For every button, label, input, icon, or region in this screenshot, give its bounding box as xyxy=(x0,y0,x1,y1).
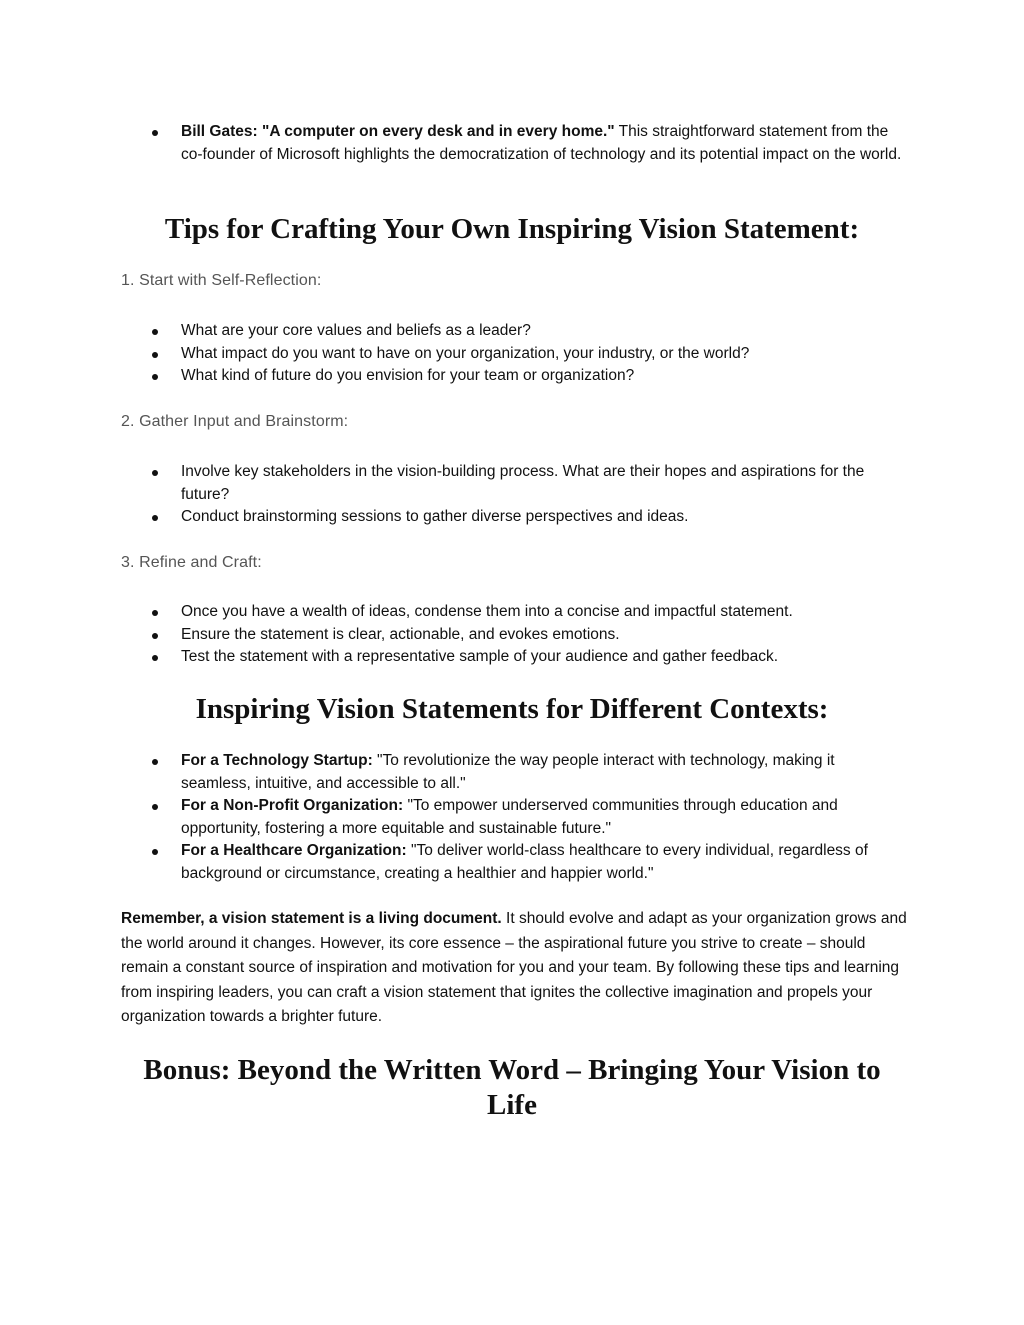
list-item-text: What impact do you want to have on your organization, your industry, or the world? xyxy=(181,344,750,362)
list-item-text: Conduct brainstorming sessions to gather diverse perspectives and ideas. xyxy=(181,508,689,526)
step-3-list xyxy=(148,601,908,669)
bullet-icon xyxy=(152,352,158,358)
bullet-icon xyxy=(152,515,158,521)
bullet-icon xyxy=(152,374,158,380)
context-statement: "To empower underserved communities through education and opportunity, fostering a more equitable and sustainable future." xyxy=(181,797,838,837)
list-item xyxy=(148,461,908,506)
bullet-icon xyxy=(152,759,158,765)
bullet-icon xyxy=(152,804,158,810)
bullet-icon xyxy=(152,130,158,136)
context-label: For a Non-Profit Organization: xyxy=(181,797,404,815)
list-item-text: Test the statement with a representative sample of your audience and gather feedback. xyxy=(181,648,779,666)
tips-heading: Tips for Crafting Your Own Inspiring Vision Statement: xyxy=(164,213,860,245)
bullet-icon xyxy=(152,470,158,476)
list-item xyxy=(148,365,908,388)
list-item xyxy=(148,343,908,366)
bullet-icon xyxy=(152,655,158,661)
step-3-heading: 3. Refine and Craft: xyxy=(121,554,262,571)
remember-body: It should evolve and adapt as your organization grows and the world around it changes. However, its core essence – the aspirational future you strive to create – should remain a constant source of inspiration and motivation for you and your team. By following these tips and learning from inspiring leaders, you can craft a vision statement that ignites the collective imagination and propels your organization towards a brighter future. xyxy=(121,910,907,1025)
context-statement: "To deliver world-class healthcare to every individual, regardless of background or circumstance, creating a healthier and happier world." xyxy=(181,842,868,882)
quote-attribution: Bill Gates: "A computer on every desk and in every home." xyxy=(181,123,615,140)
list-item xyxy=(148,601,908,624)
context-label: For a Healthcare Organization: xyxy=(181,842,407,860)
context-label: For a Technology Startup: xyxy=(181,752,373,769)
list-item xyxy=(148,840,908,885)
list-item xyxy=(148,795,908,840)
list-item-text: What are your core values and beliefs as a leader? xyxy=(181,322,531,339)
bullet-icon xyxy=(152,849,158,855)
contexts-list xyxy=(148,750,908,886)
step-2-heading: 2. Gather Input and Brainstorm: xyxy=(121,413,349,430)
remember-bold-lead: Remember, a vision statement is a living document. xyxy=(121,910,502,927)
quote-description: This straightforward statement from the co-founder of Microsoft highlights the democratization of technology and its potential impact on the world. xyxy=(181,123,902,163)
bullet-icon xyxy=(152,633,158,639)
remember-paragraph xyxy=(121,907,911,1030)
contexts-heading: Inspiring Vision Statements for Different Contexts: xyxy=(195,693,829,725)
list-item-text: Involve key stakeholders in the vision-building process. What are their hopes and aspirations for the future? xyxy=(181,463,865,503)
list-item-text: Ensure the statement is clear, actionable, and evokes emotions. xyxy=(181,625,620,643)
context-statement: "To revolutionize the way people interact with technology, making it seamless, intuitive, and accessible to all." xyxy=(181,752,835,792)
list-item xyxy=(148,320,908,343)
list-item xyxy=(148,750,908,795)
list-item-text: What kind of future do you envision for your team or organization? xyxy=(181,367,635,385)
list-item xyxy=(148,121,908,166)
bullet-icon xyxy=(152,610,158,616)
list-item xyxy=(148,624,908,647)
intro-bullet-list xyxy=(148,121,908,166)
bullet-icon xyxy=(152,329,158,335)
step-2-list xyxy=(148,461,908,529)
step-1-list xyxy=(148,320,908,388)
bonus-heading: Bonus: Beyond the Written Word – Bringing Your Vision to Life xyxy=(143,1054,881,1121)
step-1-heading: 1. Start with Self-Reflection: xyxy=(121,272,322,289)
list-item xyxy=(148,646,908,669)
list-item xyxy=(148,506,908,529)
list-item-text: Once you have a wealth of ideas, condense them into a concise and impactful statement. xyxy=(181,603,793,620)
